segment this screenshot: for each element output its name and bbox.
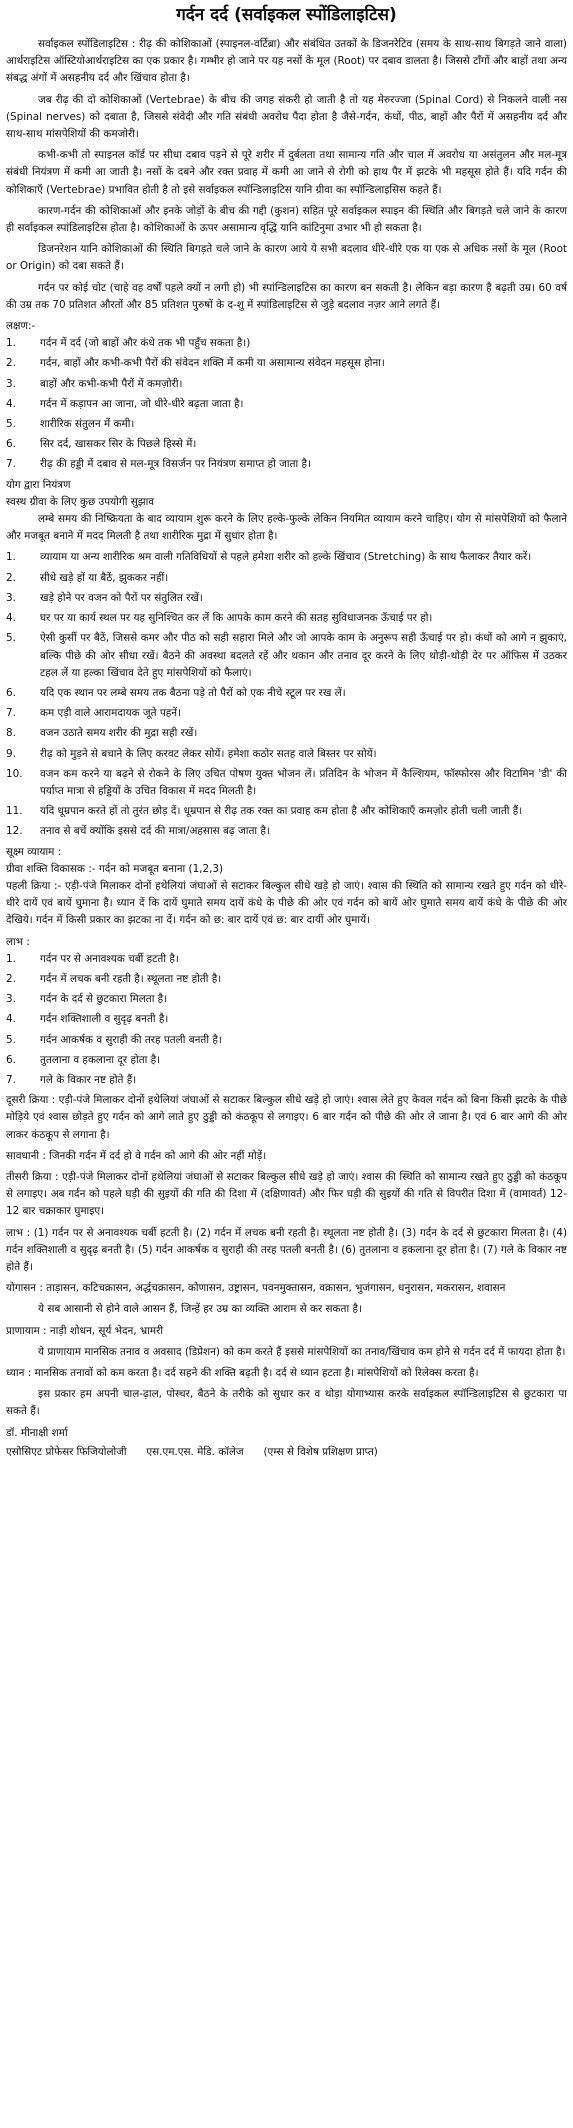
- tip-item-text: व्यायाम या अन्य शारीरिक श्रम वाली गतिविधियों से पहले हमेशा शरीर को हल्के खिंचाव (Stretching) के साथ फैलाकर तैयार करें।: [40, 551, 532, 564]
- tip-item-number: 1.: [6, 551, 16, 564]
- tip-item-number: 11.: [6, 805, 23, 818]
- pranayam-text: ये प्राणायाम मानसिक तनाव व अवसाद (डिप्रेशन) को कम करते हैं इससे मांसपेशियों का तनाव/खिंचाव कम होने से गर्दन दर्द में फायदा होता है।: [38, 1345, 566, 1358]
- tip-item: [6, 630, 567, 682]
- symptom-item: [6, 416, 567, 433]
- symptom-item-number: 3.: [6, 377, 16, 390]
- author-name: डॉ. मीनाक्षी शर्मा: [6, 1426, 68, 1439]
- tip-item-text: वजन उठाते समय शरीर की मुद्रा सही रखें।: [40, 727, 198, 740]
- benefit-item-text: गर्दन आकर्षक व सुराही की तरह पतली बनती है।: [40, 1033, 222, 1046]
- yogasan-list: योगासन : ताड़ासन, कटिचक्रासन, अर्द्धचक्रासन, कोणासन, उष्ट्रासन, पवनमुक्तासन, वक्रासन, भुजंगासन, धनुरासन, मकरासन, शवासन: [6, 1282, 506, 1295]
- tip-item-text: यदि धूम्रपान करते हों तो तुरंत छोड़ दें। धूम्रपान से रीढ़ तक रक्त का प्रवाह कम होता है और कोशिकाएँ कमज़ोर होती चली जाती हैं।: [40, 805, 523, 818]
- tip-item-text: वजन कम करने या बढ़ने से रोकने के लिए उचित पोषण युक्त भोजन लें। प्रतिदिन के भोजन में कैल्शियम, फॉस्फोरस और विटामिन 'डी' की पर्याप्त मात्रा से हड्डियों के उचित विकास में मदद मिलती है।: [40, 767, 567, 797]
- tip-item: [6, 610, 567, 627]
- tip-item-text: खड़े होने पर वजन को पैरों पर संतुलित रखें।: [40, 591, 203, 604]
- kriya-3-text: तीसरी क्रिया : एड़ी-पंजे मिलाकर दोनों हथेलियां जंघाओं से सटाकर बिल्कुल सीधे खड़े हो जाएं। श्वास की स्थिति को सामान्य रखते हुए ठुड्डी को कंठकूप से लगाइए। अब गर्दन को पहले घड़ी की सुइयों की गति की दिशा में (दक्षिणावर्त) और फिर घड़ी की सुइयों की गति से विपरीत दिशा में (वामावर्त) 12-12 बार चक्राकार घुमाइए।: [6, 1170, 567, 1218]
- symptom-item: [6, 396, 567, 413]
- symptom-item-number: 2.: [6, 357, 16, 370]
- symptom-item-text: रीढ़ की हड्डी में दबाव से मल-मूत्र विसर्जन पर नियंत्रण समाप्त हो जाता है।: [40, 458, 311, 471]
- benefit-item-text: तुतलाना व हकलाना दूर होता है।: [40, 1053, 161, 1066]
- tip-item: [6, 705, 567, 722]
- author-designation: एसोसिएट प्रोफेसर फिजियोलोजी एस.एम.एस. मेडि. कॉलेज (एम्स से विशेष प्रशिक्षण प्राप्त): [6, 1445, 378, 1458]
- benefit-item-text: गर्दन के दर्द से छुटकारा मिलता है।: [40, 993, 168, 1006]
- tip-item-number: 12.: [6, 825, 23, 838]
- symptom-item-text: गर्दन, बाहों और कभी-कभी पैरों की संवेदन शक्ति में कमी या असामान्य संवेदन महसूस होना।: [40, 357, 385, 370]
- tips-heading: स्वस्थ ग्रीवा के लिए कुछ उपयोगी सुझाव: [6, 495, 155, 508]
- benefit-item-text: गर्दन शक्तिशाली व सुदृढ़ बनती है।: [40, 1013, 169, 1026]
- benefit-item: [6, 971, 567, 988]
- tip-item-number: 9.: [6, 747, 16, 760]
- benefit-item-number: 6.: [6, 1053, 16, 1066]
- benefits-inline: लाभ : (1) गर्दन पर से अनावश्यक चर्बी हटती है। (2) गर्दन में लचक बनी रहती है। स्थूलता नष्ट होती है। (3) गर्दन के दर्द से छुटकारा मिलता है। (4) गर्दन शक्तिशाली व सुदृढ़ बनती है। (5) गर्दन आकर्षक व सुराही की तरह पतली बनती है। (6) तुतलाना व हकलाना दूर होता है। (7) गले के विकार नष्ट होते हैं।: [6, 1226, 567, 1273]
- benefit-item-number: 1.: [6, 952, 16, 965]
- tips-intro: लम्बे समय की निष्क्रियता के बाद व्यायाम शुरू करने के लिए हल्के-फुल्के लेकिन नियमित व्यायाम करने चाहिए। योग से मांसपेशियों को फैलाने और मजबूत बनाने में मदद मिलती है तथा शारीरिक मुद्रा में सुधार होता है।: [6, 513, 567, 543]
- tip-item-number: 2.: [6, 571, 16, 584]
- tip-item: [6, 549, 567, 566]
- kriya-1-text: पहली क्रिया :- एड़ी-पंजे मिलाकर दोनों हथेलियां जंघाओं से सटाकर बिल्कुल सीधे खड़े हो जाएं। श्वास की स्थिति को सामान्य रखते हुए गर्दन को धीरे-धीरे दायें एवं बायें घुमाना है। ध्यान दें कि दायें घुमाते समय दायें कंधे के पीछे की ओर एवं गर्दन को बायें ओर घुमाते समय बायें कंधे के पीछे की ओर देखिये। गर्दन में किसी प्रकार का झटका ना दें। गर्दन को छ: बार दायें एवं छ: बार दायीं ओर घुमायें।: [6, 879, 567, 927]
- benefits-list: [6, 951, 567, 1089]
- tip-item: [6, 590, 567, 607]
- benefit-item-text: गले के विकार नष्ट होते हैं।: [40, 1073, 137, 1086]
- benefit-item: [6, 1052, 567, 1069]
- tip-item-text: तनाव से बचें क्योंकि इससे दर्द की मात्रा/अहसास बढ़ जाता है।: [40, 825, 270, 838]
- tip-item: [6, 685, 567, 702]
- benefit-item: [6, 1011, 567, 1028]
- intro-section: [6, 36, 567, 314]
- tip-item: [6, 766, 567, 800]
- symptoms-heading: लक्षण:-: [6, 320, 36, 333]
- tip-item-text: रीढ़ को मुड़ने से बचाने के लिए करवट लेकर सोयें। हमेशा कठोर सतह वाले बिस्तर पर सोयें।: [40, 747, 377, 760]
- tip-item: [6, 746, 567, 763]
- tip-item-number: 3.: [6, 591, 16, 604]
- symptom-item-number: 5.: [6, 418, 16, 431]
- benefit-item-number: 5.: [6, 1033, 16, 1046]
- intro-paragraph: सर्वाइकल स्पोंडिलाइटिस : रीढ़ की कोशिकाओं (स्पाइनल-वर्टिब्रा) और संबंधित उतकों के डिजनरेटिव (समय के साथ-साथ बिगड़ते जाने वाला) आर्थराइटिस ऑस्टियोआर्थराइटिस का एक प्रकार है। गम्भीर हो जाने पर यह नसों के मूल (Root) पर दबाव डालता है। जिससे टाँगों और बाहों तथा अन्य संबद्ध अंगों में असहनीय दर्द और खिंचाव होता है।: [6, 38, 567, 85]
- symptom-item-number: 7.: [6, 458, 16, 471]
- intro-paragraph: कारण-गर्दन की कोशिकाओं और इनके जोड़ों के बीच की गद्दी (कुशन) सहित पूरे सर्वाइकल स्पाइन की स्थिति और बिगड़ते चले जाने के कारण ही सर्वाइकल स्पांडिलाइटिस होता है। कोशिकाओं के ऊपर असामान्य वृद्धि यानि कांटिनुमा उभार भी हो सकता है।: [6, 204, 567, 235]
- pranayam-heading: प्राणायाम : नाड़ी शोधन, सूर्य भेदन, भ्रामरी: [6, 1324, 164, 1337]
- benefit-item: [6, 951, 567, 968]
- symptom-item-text: बाहों और कभी-कभी पैरों में कमज़ोरी।: [40, 377, 183, 390]
- symptom-item-text: गर्दन में दर्द (जो बाहों और कंधे तक भी पहुँच सकता है।): [40, 337, 251, 350]
- tip-item-number: 5.: [6, 632, 16, 645]
- benefit-item-number: 7.: [6, 1073, 16, 1086]
- kriya-2-text: दूसरी क्रिया : एड़ी-पंजे मिलाकर दोनों हथेलियां जंघाओं से सटाकर बिल्कुल सीधे खड़े हो जाएं। श्वास लेते हुए केवल गर्दन को बिना किसी झटके के पीछे मोड़िये एवं श्वास छोड़ते हुए गर्दन को आगे लाते हुए ठुड्डी को कंठकूप से लगाइए। 6 बार गर्दन को पीछे की ओर ले जाना है। एवं 6 बार आगे की ओर लाकर कंठकूप से लगाना है।: [6, 1094, 567, 1141]
- benefit-item-number: 2.: [6, 972, 16, 985]
- micro-exercise-heading: सूक्ष्म व्यायाम :: [6, 845, 62, 858]
- tip-item: [6, 725, 567, 742]
- intro-paragraph: जब रीढ़ की दो कोशिकाओं (Vertebrae) के बीच की जगह संकरी हो जाती है तो यह मेरुरज्जा (Spinal Cord) से निकलने वाली नस (Spinal nerves) को दबाता है, जिससे संवेदी और गति संबंधी अवरोध पैदा होता है जैसे-गर्दन, कंधों, पीठ, बाहों और पैरों में असहनीय दर्द और साथ-साथ मांसपेशियों की कमजोरी।: [6, 93, 567, 141]
- intro-paragraph: डिजनरेशन यानि कोशिकाओं की स्थिति बिगड़ते चले जाने के कारण आये ये सभी बदलाव धीरे-धीरे एक या एक से अधिक नसों के मूल (Root or Origin) को दबा सकते हैं।: [6, 243, 567, 273]
- yogasan-note: ये सब आसानी से होने वाले आसन हैं, जिन्हें हर उम्र का व्यक्ति आराम से कर सकता है।: [38, 1303, 362, 1316]
- symptom-item-number: 4.: [6, 397, 16, 410]
- symptom-item-text: गर्दन में कड़ापन आ जाना, जो धीरे-धीरे बढ़ता जाता है।: [40, 397, 244, 410]
- tip-item-text: घर पर या कार्य स्थल पर यह सुनिश्चित कर लें कि आपके काम करने की सतह सुविधाजनक ऊँचाई पर हो।: [40, 612, 433, 625]
- benefit-item-number: 4.: [6, 1013, 16, 1026]
- caution-text: सावधानी : जिनकी गर्दन में दर्द हो वे गर्दन को आगे की ओर नहीं मोड़ें।: [6, 1149, 267, 1162]
- symptom-item-text: सिर दर्द, खासकर सिर के पिछले हिस्से में।: [40, 438, 197, 451]
- tip-item-text: यदि एक स्थान पर लम्बे समय तक बैठना पड़े तो पैरों को एक नीचे स्टूल पर रख लें।: [40, 686, 346, 699]
- tip-item-text: ऐसी कुर्सी पर बैठें, जिससे कमर और पीठ को सही सहारा मिले और जो आपके काम के अनुरूप सही ऊँचाई पर हो। कंधों को आगे न झुकाएं, बल्कि पीछे की ओर सीधा रखें। बैठने की अवस्था बदलते रहें और थकान और तनाव दूर करने के लिए थोड़ी-थोड़ी देर पर ऑफिस में उठकर टहल लें या हल्का खिंचाव देते हुए मांसपेशियों को फैलाएं।: [40, 632, 567, 679]
- yoga-heading: योग द्वारा नियंत्रण: [6, 478, 71, 491]
- symptom-item: [6, 335, 567, 352]
- symptom-item: [6, 355, 567, 372]
- dhyan-text: ध्यान : मानसिक तनावों को कम करता है। दर्द सहने की शक्ति बढ़ती है। दर्द से ध्यान हटता है। मांसपेशियों को रिलेक्स करता है।: [6, 1367, 479, 1380]
- page-title: गर्दन दर्द (सर्वाइकल स्पोंडिलाइटिस): [176, 5, 397, 25]
- symptom-item-number: 1.: [6, 337, 16, 350]
- symptom-item: [6, 376, 567, 393]
- tip-item-text: कम एड़ी वाले आरामदायक जूते पहनें।: [40, 707, 181, 720]
- benefit-item: [6, 1072, 567, 1089]
- tip-item-number: 8.: [6, 727, 16, 740]
- benefits-heading: लाभ :: [6, 935, 30, 948]
- benefit-item-number: 3.: [6, 993, 16, 1006]
- symptom-item: [6, 436, 567, 453]
- benefit-item: [6, 1032, 567, 1049]
- griva-heading: ग्रीवा शक्ति विकासक :- गर्दन को मजबूत बनाना (1,2,3): [6, 862, 224, 875]
- symptoms-list: [6, 335, 567, 473]
- benefit-item: [6, 991, 567, 1008]
- tip-item-number: 6.: [6, 686, 16, 699]
- conclusion-text: इस प्रकार हम अपनी चाल-ढ़ाल, पोस्चर, बैठने के तरीके को सुधार कर व थोड़ा योगाभ्यास करके सर्वाइकल स्पॉन्डिलाइटिस से छुटकारा पा सकते हैं।: [6, 1388, 567, 1418]
- tip-item-text: सीधे खड़े हों या बैठें, झुककर नहीं।: [40, 571, 169, 584]
- benefit-item-text: गर्दन पर से अनावश्यक चर्बी हटती है।: [40, 952, 179, 965]
- tip-item-number: 10.: [6, 767, 23, 780]
- tip-item: [6, 803, 567, 820]
- tip-item: [6, 570, 567, 587]
- tip-item-number: 7.: [6, 707, 16, 720]
- tip-item: [6, 823, 567, 840]
- symptom-item-text: शारीरिक संतुलन में कमी।: [40, 418, 135, 431]
- intro-paragraph: कभी-कभी तो स्पाइनल कॉर्ड पर सीधा दबाव पड़ने से पूरे शरीर में दुर्बलता तथा सामान्य गति और चाल में अवरोध या असंतुलन और मल-मूत्र संबंधी नियंत्रण में कमी आ जाती है। नसों के दबने और रक्त प्रवाह में कमी आ जाने से रोगी को हाथ पैर में झटके भी महसूस होते हैं। यदि गर्दन की कोशिकाएँ (Vertebrae) प्रभावित होती है तो इसे सर्वाइकल स्पॉन्डिलाइटिस यानि ग्रीवा का स्पॉन्डिलाइसिस कहते हैं।: [6, 149, 567, 196]
- tips-list: [6, 549, 567, 840]
- symptom-item: [6, 456, 567, 473]
- intro-paragraph: गर्दन पर कोई चोट (चाहे वह वर्षों पहले क्यों न लगी हो) भी स्पांन्डिलाइटिस का कारण बन सकती है। लेकिन बड़ा कारण है बढ़ती उम्र। 60 वर्ष की उम्र तक 70 प्रतिशत औरतों और 85 प्रतिशत पुरुषों के द-शु में स्पांडिलाइटिस से जुड़े बदलाव नज़र आने लगते हैं।: [6, 281, 567, 311]
- tip-item-number: 4.: [6, 612, 16, 625]
- symptom-item-number: 6.: [6, 438, 16, 451]
- benefit-item-text: गर्दन में लचक बनी रहती है। स्थूलता नष्ट होती है।: [40, 972, 222, 985]
